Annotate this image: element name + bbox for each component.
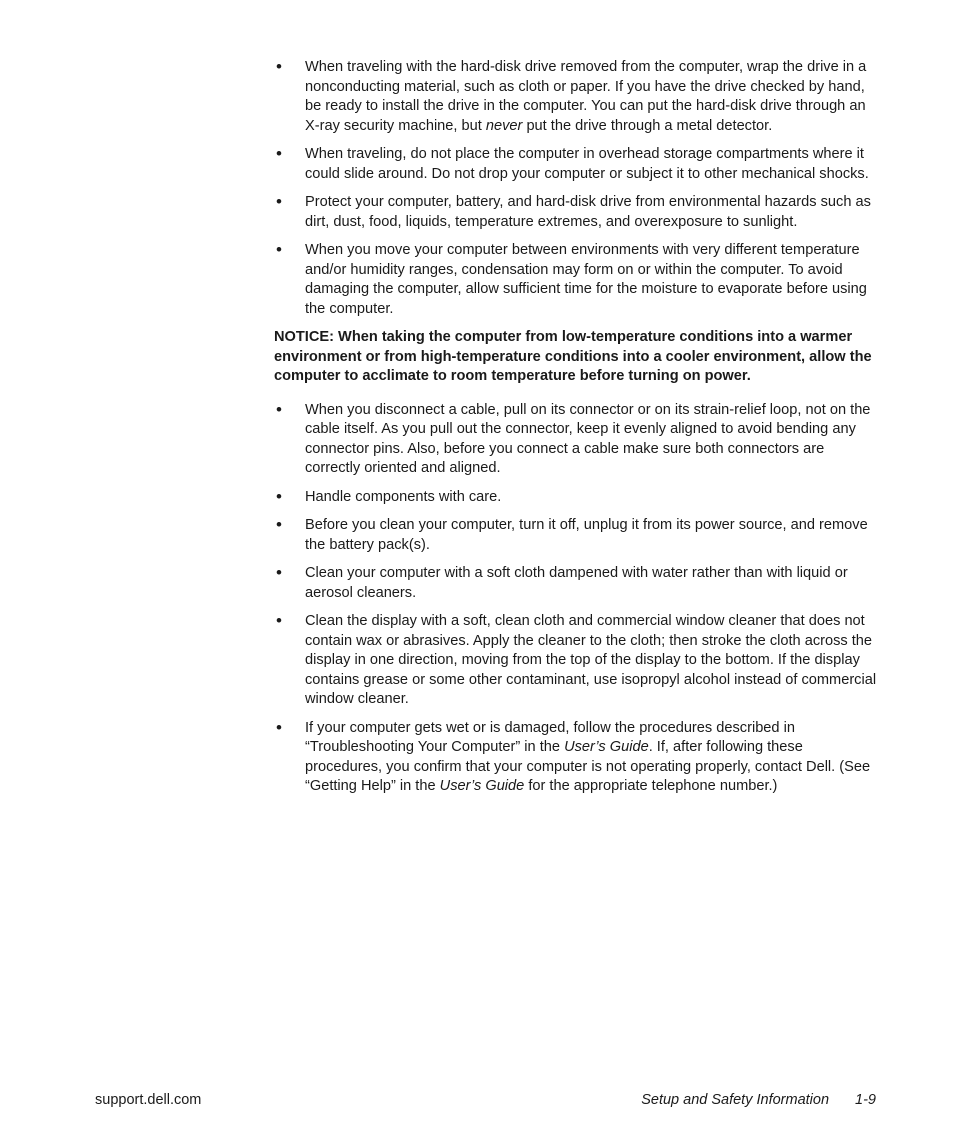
item-text: Clean the display with a soft, clean cloth and commercial window cleaner that does not contain wax or abrasives. Apply the cleaner to the cloth; then stroke the cloth across the display in one direction, moving from the top of the display to the bottom. If the display contains grease or some other contaminant, use isopropyl alcohol instead of commercial window cleaner. xyxy=(305,613,877,707)
bullet-icon: • xyxy=(276,563,282,582)
item-emphasis: never xyxy=(485,117,523,134)
item-text: for the appropriate telephone number.) xyxy=(524,778,778,794)
footer-running-head xyxy=(641,1091,876,1109)
list-item xyxy=(274,241,880,319)
page-content xyxy=(274,58,880,806)
item-text: Handle components with care. xyxy=(305,488,502,505)
bullet-icon: • xyxy=(276,240,282,259)
bullet-icon: • xyxy=(276,57,282,76)
notice-text: NOTICE: When taking the computer from low-temperature conditions into a warmer environment or from high-temperature conditions into a cooler environment, allow the computer to acclimate to room temperature before turning on power. xyxy=(274,329,872,384)
item-text: put the drive through a metal detector. xyxy=(522,117,773,134)
list-item xyxy=(274,488,880,508)
item-text: When traveling, do not place the computer in overhead storage compartments where it could slide around. Do not drop your computer or subject it to other mechanical shocks. xyxy=(305,146,869,182)
page-number: 1-9 xyxy=(855,1092,876,1108)
list-item xyxy=(274,564,880,603)
bullet-icon: • xyxy=(276,515,282,534)
list-item xyxy=(274,145,880,184)
item-text: If your computer gets wet or is damaged, follow the procedures described in “Troubleshooting Your Computer” in the xyxy=(305,719,795,755)
bullet-icon: • xyxy=(276,611,282,630)
item-text: . If, after following these procedures, you confirm that your computer is not operating properly, contact Dell. (See “Getting Help” in the xyxy=(305,739,871,794)
footer-url: support.dell.com xyxy=(95,1092,202,1108)
list-item xyxy=(274,401,880,479)
item-text: When you disconnect a cable, pull on its connector or on its strain-relief loop, not on the cable itself. As you pull out the connector, keep it evenly aligned to avoid bending any connector pins. Also, before you connect a cable make sure both connectors are correctly oriented and aligned. xyxy=(305,401,871,476)
bullet-icon: • xyxy=(276,717,282,737)
item-text: When traveling with the hard-disk drive removed from the computer, wrap the drive in a nonconducting material, such as cloth or paper. If you have the drive checked by hand, be ready to install the drive in the computer. You can put the hard-disk drive through an X-ray security machine, but xyxy=(305,59,867,134)
bullet-icon: • xyxy=(276,192,282,211)
item-emphasis: User’s Guide xyxy=(564,739,649,755)
item-text: Protect your computer, battery, and hard-disk drive from environmental hazards such as dirt, dust, food, liquids, temperature extremes, and overexposure to sunlight. xyxy=(305,194,871,230)
footer-section-title: Setup and Safety Information xyxy=(641,1092,830,1108)
item-text: Clean your computer with a soft cloth dampened with water rather than with liquid or aerosol cleaners. xyxy=(305,565,848,601)
bullet-icon: • xyxy=(276,144,282,163)
list-item xyxy=(274,516,880,555)
bullet-icon: • xyxy=(276,399,282,419)
item-text: Before you clean your computer, turn it off, unplug it from its power source, and remove the battery pack(s). xyxy=(305,517,868,553)
list-item xyxy=(274,719,880,797)
list-item xyxy=(274,193,880,232)
list-item xyxy=(274,58,880,136)
list-item xyxy=(274,612,880,710)
item-emphasis: User’s Guide xyxy=(439,778,525,794)
item-text: When you move your computer between environments with very different temperature and/or humidity ranges, condensation may form on or within the computer. To avoid damaging the computer, allow sufficient time for the moisture to evaporate before using the computer. xyxy=(305,242,867,317)
bullet-icon: • xyxy=(276,486,282,506)
